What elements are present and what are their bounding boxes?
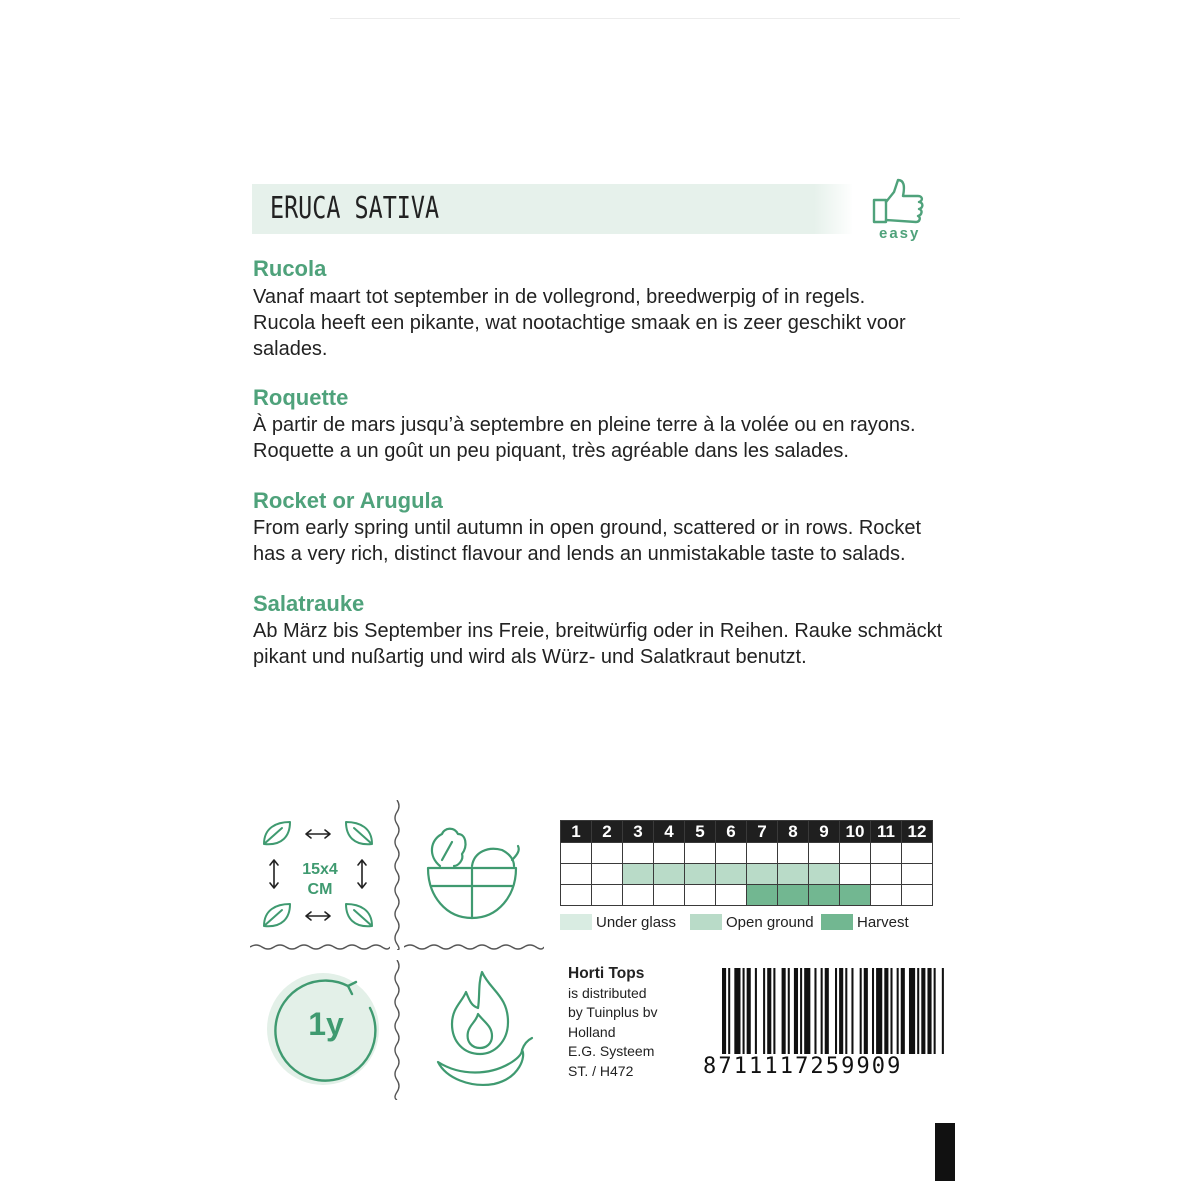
calendar-row-harvest [561,885,933,906]
distributor-line: is distributed [568,984,647,1001]
text-line: salades. [253,338,328,360]
barcode-bar [734,968,740,1054]
spicy-flame-icon [430,966,534,1092]
barcode-bar [839,968,843,1054]
barcode-bar [794,968,798,1054]
calendar-cell [654,843,685,864]
legend-under-glass: Under glass [596,914,677,931]
calendar-cell [716,843,747,864]
distributor-line: Holland [568,1023,616,1040]
barcode-bar [835,968,837,1054]
calendar-cell [871,885,902,906]
calendar-cell [902,843,933,864]
text-line: pikant und nußartig und wird als Würz- und Salatkraut benutzt. [253,646,807,668]
spacing-label [296,860,344,900]
calendar-cell [592,864,623,885]
calendar-cell [685,864,716,885]
barcode-bar [934,968,936,1054]
barcode-bar [860,968,862,1054]
calendar-cell [561,885,592,906]
legend-swatch-under-glass [560,914,592,930]
text-line: À partir de mars jusqu’à septembre en pleine terre à la volée ou en rayons. [253,414,916,436]
section-text-nl [253,284,958,362]
barcode-bar [814,968,816,1054]
barcode-bar [876,968,882,1054]
lifecycle-label: 1y [308,1006,344,1042]
month-cell: 4 [654,821,685,843]
section-text-de [253,618,958,670]
calendar-cell [778,885,809,906]
barcode-bar [743,968,745,1054]
barcode-bar [897,968,899,1054]
calendar-month-row [561,821,933,843]
spacing-unit: CM [307,881,333,898]
calendar-cell [840,885,871,906]
calendar-cell [561,843,592,864]
black-marker [935,1123,955,1181]
barcode-bar [825,968,829,1054]
barcode-bar [800,968,802,1054]
month-cell: 11 [871,821,902,843]
barcode-bar [722,968,726,1054]
calendar-cell [809,885,840,906]
calendar-cell [654,885,685,906]
legend-open-ground: Open ground [726,914,814,931]
calendar-cell [840,843,871,864]
barcode-bar [782,968,786,1054]
month-cell: 3 [623,821,654,843]
section-text-fr [253,412,958,464]
calendar-cell [623,843,654,864]
barcode-bar [901,968,905,1054]
calendar-cell [561,864,592,885]
spacing-value: 15x4 [302,861,338,878]
botanical-name: ERUCA SATIVA [270,191,440,226]
calendar-cell [623,885,654,906]
section-text-en [253,515,958,567]
section-heading-en: Rocket or Arugula [253,488,443,513]
calendar-cell [747,864,778,885]
distributor-line: E.G. Systeem [568,1043,655,1059]
calendar-row-open-ground [561,864,933,885]
month-cell: 1 [561,821,592,843]
barcode-bar [804,968,810,1054]
wavy-divider-horizontal [250,942,390,952]
legend-swatch-harvest [821,914,853,930]
month-cell: 6 [716,821,747,843]
barcode-bar [927,968,931,1054]
calendar-cell [716,864,747,885]
distributor-line: by Tuinplus bv [568,1004,658,1020]
calendar-cell [716,885,747,906]
barcode-bar [942,968,944,1054]
calendar-cell [592,843,623,864]
easy-badge-label: easy [879,225,921,242]
calendar-cell [902,864,933,885]
calendar-cell [902,885,933,906]
calendar-cell [654,864,685,885]
barcode-bar [788,968,790,1054]
month-cell: 8 [778,821,809,843]
calendar-cell [747,843,778,864]
calendar-cell [809,843,840,864]
barcode-bar [767,968,771,1054]
barcode [722,968,948,1054]
barcode-bar [921,968,925,1054]
calendar-cell [623,864,654,885]
barcode-bar [845,968,847,1054]
salad-bowl-icon [418,820,526,926]
barcode-bar [890,968,892,1054]
barcode-bar [763,968,765,1054]
calendar-cell [871,843,902,864]
wavy-divider-vertical [392,960,402,1100]
calendar-cell [809,864,840,885]
text-line: has a very rich, distinct flavour and lends an unmistakable taste to salads. [253,543,906,565]
barcode-bar [773,968,775,1054]
section-heading-de: Salatrauke [253,591,365,616]
top-divider [330,18,960,19]
calendar-row-under-glass [561,843,933,864]
barcode-bar [872,968,874,1054]
month-cell: 5 [685,821,716,843]
month-cell: 9 [809,821,840,843]
barcode-bar [747,968,751,1054]
month-cell: 10 [840,821,871,843]
month-cell: 2 [592,821,623,843]
calendar-cell [685,885,716,906]
barcode-bar [755,968,757,1054]
month-cell: 7 [747,821,778,843]
text-line: Ab März bis September ins Freie, breitwürfig oder in Reihen. Rauke schmäckt [253,620,943,642]
calendar-cell [747,885,778,906]
barcode-bar [728,968,730,1054]
text-line: Vanaf maart tot september in de vollegrond, breedwerpig of in regels. [253,286,866,308]
month-cell: 12 [902,821,933,843]
wavy-divider-horizontal [404,942,544,952]
text-line: From early spring until autumn in open ground, scattered or in rows. Rocket [253,517,922,539]
sowing-calendar [560,820,933,906]
wavy-divider-vertical [392,800,402,950]
distributor-info [568,964,658,1081]
barcode-bar [821,968,823,1054]
calendar-cell [778,864,809,885]
text-line: Rucola heeft een pikante, wat nootachtige smaak en is zeer geschikt voor [253,312,906,334]
section-heading-fr: Roquette [253,385,349,410]
legend-swatch-open-ground [690,914,722,930]
barcode-bar [917,968,919,1054]
barcode-number: 8711117259909 [703,1054,903,1079]
text-line: Roquette a un goût un peu piquant, très agréable dans les salades. [253,440,849,462]
barcode-bar [909,968,915,1054]
section-heading-nl: Rucola [253,256,327,281]
calendar-cell [840,864,871,885]
title-band [252,184,852,234]
barcode-bar [884,968,888,1054]
legend-harvest: Harvest [857,914,909,931]
barcode-bar [851,968,853,1054]
barcode-bar [864,968,868,1054]
calendar-cell [592,885,623,906]
calendar-cell [871,864,902,885]
calendar-cell [778,843,809,864]
brand-name: Horti Tops [568,965,645,982]
distributor-line: ST. / H472 [568,1062,634,1079]
calendar-cell [685,843,716,864]
